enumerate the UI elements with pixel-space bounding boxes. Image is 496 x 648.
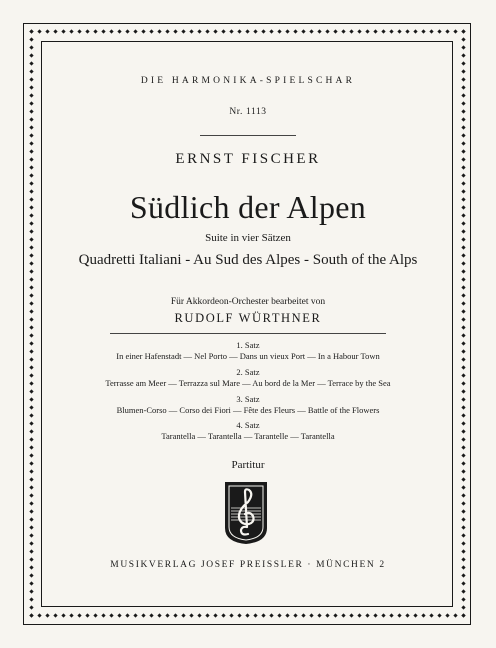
border-diamond [461,277,465,281]
border-diamond [461,133,465,137]
border-diamond [461,125,465,129]
border-diamond [125,29,129,33]
border-diamond [461,477,465,481]
border-diamond [29,181,33,185]
movement-2-label: 2. Satz [236,367,260,377]
border-diamond [461,501,465,505]
border-diamond [285,29,289,33]
border-diamond [29,509,33,513]
border-diamond [29,597,33,601]
border-diamond [29,589,33,593]
border-diamond [461,517,465,521]
border-diamond [237,29,241,33]
publisher-treble-clef-emblem-icon [221,478,271,546]
border-diamond [29,117,33,121]
border-diamond [461,485,465,489]
border-diamond [277,29,281,33]
border-diamond [245,29,249,33]
border-diamond [373,613,377,617]
border-diamond [309,29,313,33]
border-diamond [29,477,33,481]
border-diamond [277,613,281,617]
border-diamond [45,29,49,33]
composer-name: ERNST FISCHER [175,151,321,167]
border-diamond [229,613,233,617]
border-diamond [29,29,33,33]
border-diamond [69,29,73,33]
border-diamond [37,29,41,33]
border-diamond [461,85,465,89]
border-diamond [405,29,409,33]
border-diamond [29,45,33,49]
border-diamond [29,125,33,129]
border-diamond [397,613,401,617]
border-diamond [437,29,441,33]
border-diamond [29,285,33,289]
border-diamond [325,29,329,33]
border-diamond [29,61,33,65]
movement-2-titles: Terrasse am Meer — Terrazza sul Mare — Au bord de la Mer — Terrace by the Sea [105,378,391,388]
border-diamond [461,245,465,249]
border-diamond [437,613,441,617]
border-diamond [29,525,33,529]
border-diamond [261,613,265,617]
border-diamond [173,613,177,617]
border-diamond [461,453,465,457]
border-diamond [221,613,225,617]
border-diamond [365,29,369,33]
border-diamond [381,29,385,33]
border-diamond [269,613,273,617]
border-diamond [237,613,241,617]
edition-type: Partitur [231,459,265,471]
border-diamond [461,533,465,537]
border-diamond [77,613,81,617]
border-diamond [389,613,393,617]
border-diamond [29,245,33,249]
border-diamond [461,541,465,545]
border-diamond [101,29,105,33]
border-diamond [29,101,33,105]
border-diamond [461,269,465,273]
border-diamond [189,29,193,33]
border-diamond [29,277,33,281]
border-diamond [125,613,129,617]
divider-short [200,135,296,136]
border-diamond [29,85,33,89]
border-diamond [165,29,169,33]
border-diamond [453,613,457,617]
border-diamond [285,613,289,617]
border-diamond [333,29,337,33]
border-diamond [293,613,297,617]
border-diamond [421,29,425,33]
border-diamond [349,613,353,617]
border-diamond [53,613,57,617]
arranged-by-text: Für Akkordeon-Orchester bearbeitet von [170,297,326,307]
border-diamond [29,517,33,521]
border-diamond [333,613,337,617]
border-diamond [93,29,97,33]
border-diamond [149,613,153,617]
movement-4-titles: Tarantella — Tarantella — Tarantelle — Tarantella [161,431,335,441]
border-diamond [461,333,465,337]
border-diamond [309,613,313,617]
border-diamond [29,573,33,577]
border-diamond [461,37,465,41]
border-diamond [141,29,145,33]
border-diamond [29,453,33,457]
border-diamond [29,533,33,537]
border-diamond [461,605,465,609]
border-diamond [253,613,257,617]
border-diamond [317,29,321,33]
border-diamond [181,29,185,33]
border-diamond [133,613,137,617]
border-diamond [429,613,433,617]
border-diamond [29,173,33,177]
border-diamond [397,29,401,33]
border-diamond [373,29,377,33]
border-diamond [461,509,465,513]
diamond-border-bottom [30,612,464,620]
work-title: Südlich der Alpen [129,189,367,225]
border-diamond [53,29,57,33]
border-diamond [253,29,257,33]
border-diamond [61,29,65,33]
border-diamond [389,29,393,33]
border-diamond [213,29,217,33]
border-diamond [77,29,81,33]
border-diamond [429,29,433,33]
border-diamond [461,29,465,33]
publisher-line: MUSIKVERLAG JOSEF PREISSLER · MÜNCHEN 2 [110,560,386,570]
border-diamond [117,613,121,617]
border-diamond [325,613,329,617]
border-diamond [133,29,137,33]
border-diamond [461,173,465,177]
border-diamond [101,613,105,617]
border-diamond [269,29,273,33]
border-diamond [29,53,33,57]
border-diamond [29,493,33,497]
border-diamond [85,613,89,617]
border-diamond [117,29,121,33]
border-diamond [461,445,465,449]
border-diamond [29,485,33,489]
border-diamond [93,613,97,617]
border-diamond [229,29,233,33]
border-diamond [61,613,65,617]
border-diamond [157,29,161,33]
border-diamond [29,133,33,137]
border-diamond [165,613,169,617]
border-diamond [29,69,33,73]
border-diamond [461,69,465,73]
border-diamond [461,573,465,577]
catalog-number: Nr. 1113 [229,107,267,117]
border-diamond [221,29,225,33]
border-diamond [341,613,345,617]
border-diamond [461,525,465,529]
border-diamond [357,29,361,33]
border-diamond [205,29,209,33]
border-diamond [421,613,425,617]
border-diamond [349,29,353,33]
divider-long [110,333,386,334]
border-diamond [157,613,161,617]
border-diamond [109,29,113,33]
border-diamond [461,597,465,601]
border-diamond [109,613,113,617]
border-diamond [29,581,33,585]
border-diamond [29,333,33,337]
border-diamond [445,29,449,33]
border-diamond [461,581,465,585]
border-diamond [341,29,345,33]
border-diamond [261,29,265,33]
border-diamond [213,613,217,617]
border-diamond [141,613,145,617]
border-diamond [29,325,33,329]
border-diamond [29,389,33,393]
arranger-name: RUDOLF WÜRTHNER [174,311,322,325]
border-diamond [461,285,465,289]
border-diamond [29,549,33,553]
border-diamond [85,29,89,33]
border-diamond [461,117,465,121]
border-diamond [461,93,465,97]
movement-1-titles: In einer Hafenstadt — Nel Porto — Dans un vieux Port — In a Habour Town [116,351,380,361]
border-diamond [301,29,305,33]
movement-3-label: 3. Satz [236,394,260,404]
border-diamond [461,389,465,393]
border-diamond [29,269,33,273]
border-diamond [461,45,465,49]
border-diamond [29,37,33,41]
border-diamond [405,613,409,617]
border-diamond [29,445,33,449]
border-diamond [453,29,457,33]
border-diamond [461,141,465,145]
border-diamond [461,61,465,65]
border-diamond [197,613,201,617]
border-diamond [461,101,465,105]
border-diamond [357,613,361,617]
border-diamond [29,501,33,505]
border-diamond [301,613,305,617]
border-diamond [149,29,153,33]
movement-1-label: 1. Satz [236,340,260,350]
border-diamond [461,613,465,617]
border-diamond [181,613,185,617]
border-diamond [461,493,465,497]
work-subtitle: Suite in vier Sätzen [205,232,291,244]
border-diamond [413,613,417,617]
border-diamond [69,613,73,617]
border-diamond [29,605,33,609]
border-diamond [413,29,417,33]
border-diamond [29,141,33,145]
border-diamond [29,613,33,617]
border-diamond [293,29,297,33]
border-diamond [205,613,209,617]
alternate-titles: Quadretti Italiani - Au Sud des Alpes - South of the Alps [78,252,418,268]
border-diamond [317,613,321,617]
border-diamond [461,589,465,593]
border-diamond [445,613,449,617]
border-diamond [461,53,465,57]
border-diamond [45,613,49,617]
border-diamond [381,613,385,617]
border-diamond [365,613,369,617]
movement-4-label: 4. Satz [236,420,260,430]
border-diamond [37,613,41,617]
border-diamond [461,181,465,185]
series-name: DIE HARMONIKA-SPIELSCHAR [140,76,356,86]
border-diamond [29,93,33,97]
border-diamond [173,29,177,33]
border-diamond [245,613,249,617]
movement-3-titles: Blumen-Corso — Corso dei Fiori — Fête des Fleurs — Battle of the Flowers [116,405,380,415]
border-diamond [461,325,465,329]
border-diamond [29,541,33,545]
border-diamond [197,29,201,33]
border-diamond [461,549,465,553]
diamond-border-top [30,28,464,36]
border-diamond [189,613,193,617]
